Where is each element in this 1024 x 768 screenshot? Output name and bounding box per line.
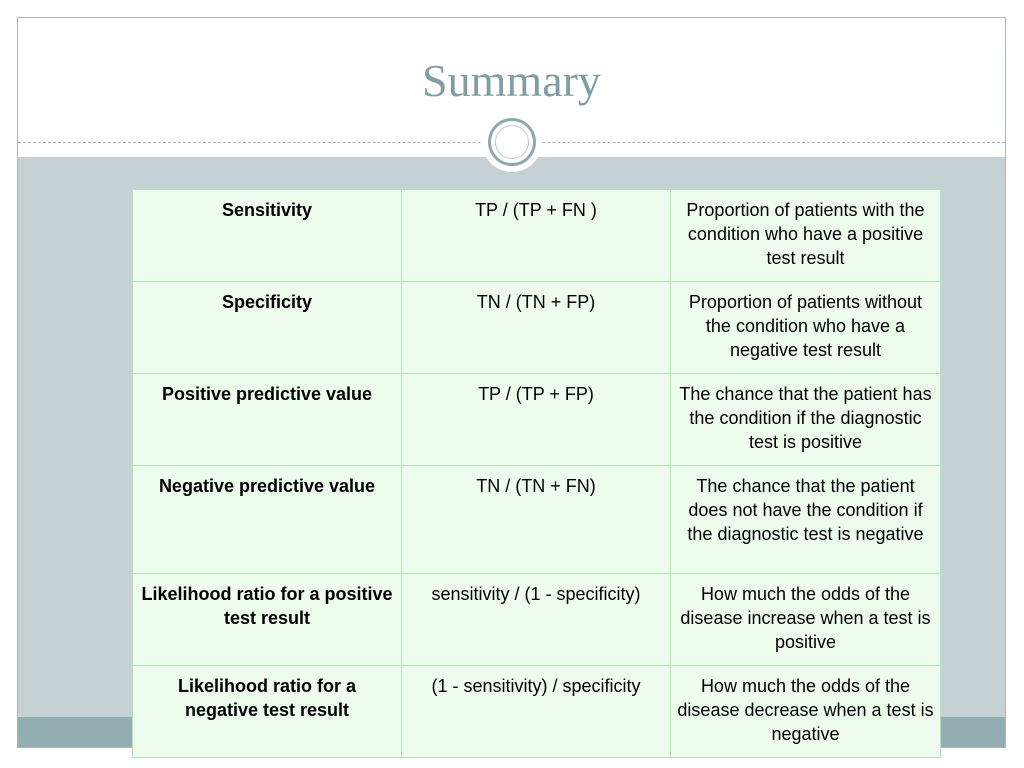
description-cell: How much the odds of the disease decrease when a test is negative [671,666,941,758]
formula-cell: sensitivity / (1 - specificity) [402,574,671,666]
term-cell: Likelihood ratio for a negative test result [133,666,402,758]
table-row [133,666,941,758]
description-cell: Proportion of patients with the condition who have a positive test result [671,190,941,282]
term-cell: Sensitivity [133,190,402,282]
formula-cell: (1 - sensitivity) / specificity [402,666,671,758]
slide-title: Summary [422,55,601,106]
circle-emblem-icon [482,112,542,172]
description-cell: How much the odds of the disease increase when a test is positive [671,574,941,666]
table-row [133,574,941,666]
circle-emblem-inner [495,125,529,159]
table-row [133,374,941,466]
term-cell: Negative predictive value [133,466,402,574]
table-row [133,282,941,374]
term-cell: Positive predictive value [133,374,402,466]
summary-table [132,189,941,758]
circle-emblem-ring [488,118,536,166]
term-cell: Likelihood ratio for a positive test result [133,574,402,666]
description-cell: The chance that the patient does not have the condition if the diagnostic test is negative [671,466,941,574]
description-cell: The chance that the patient has the condition if the diagnostic test is positive [671,374,941,466]
formula-cell: TP / (TP + FN ) [402,190,671,282]
term-cell: Specificity [133,282,402,374]
formula-cell: TN / (TN + FN) [402,466,671,574]
formula-cell: TN / (TN + FP) [402,282,671,374]
table-row [133,466,941,574]
formula-cell: TP / (TP + FP) [402,374,671,466]
table-row [133,190,941,282]
description-cell: Proportion of patients without the condition who have a negative test result [671,282,941,374]
